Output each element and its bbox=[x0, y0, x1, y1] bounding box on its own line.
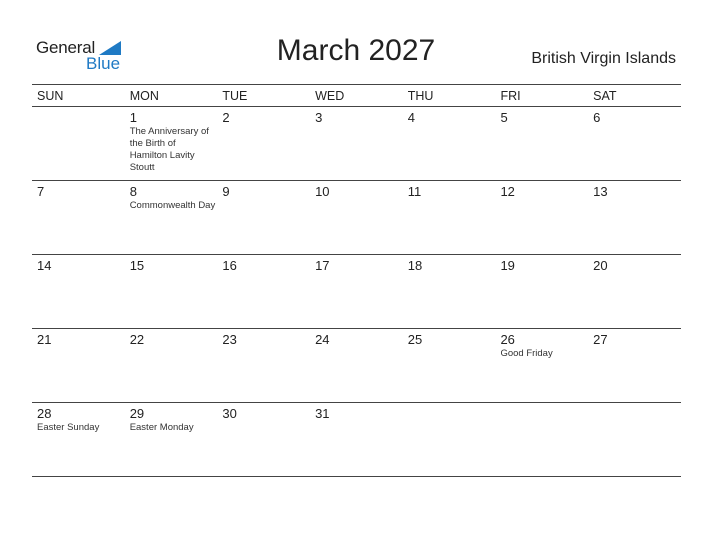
day-cell bbox=[495, 255, 588, 328]
day-number: 12 bbox=[500, 184, 515, 199]
day-number: 16 bbox=[222, 258, 237, 273]
week-row bbox=[32, 181, 681, 255]
day-cell bbox=[32, 107, 125, 180]
day-number: 1 bbox=[129, 110, 137, 125]
day-number: 3 bbox=[315, 110, 323, 125]
day-cell bbox=[32, 181, 125, 254]
day-cell bbox=[403, 107, 496, 180]
day-number: 29 bbox=[129, 406, 145, 421]
day-cell bbox=[310, 329, 403, 402]
day-number: 25 bbox=[407, 332, 423, 347]
calendar-weeks bbox=[32, 107, 681, 477]
weekday-label: FRI bbox=[500, 89, 521, 103]
week-row bbox=[32, 329, 681, 403]
day-number: 2 bbox=[222, 110, 230, 125]
day-cell bbox=[310, 107, 403, 180]
day-cell bbox=[588, 181, 681, 254]
day-number: 5 bbox=[500, 110, 508, 125]
holiday-label: Easter Monday bbox=[129, 422, 194, 433]
day-number: 28 bbox=[37, 406, 52, 421]
weekday-label: WED bbox=[315, 89, 345, 103]
holiday-label: Good Friday bbox=[500, 348, 553, 359]
day-number: 23 bbox=[222, 332, 237, 347]
day-cell bbox=[495, 181, 588, 254]
day-number: 18 bbox=[407, 258, 423, 273]
calendar-grid bbox=[32, 84, 681, 477]
day-cell bbox=[310, 403, 403, 476]
weekday-label: TUE bbox=[222, 89, 248, 103]
day-cell bbox=[588, 255, 681, 328]
day-cell bbox=[125, 181, 218, 254]
day-cell bbox=[495, 329, 588, 402]
day-cell bbox=[588, 107, 681, 180]
day-number: 30 bbox=[222, 406, 237, 421]
day-number: 26 bbox=[500, 332, 515, 347]
weekday-label: SUN bbox=[37, 89, 64, 103]
day-number: 17 bbox=[315, 258, 330, 273]
day-cell bbox=[310, 255, 403, 328]
day-cell bbox=[125, 403, 218, 476]
holiday-label: Commonwealth Day bbox=[129, 200, 216, 211]
day-cell bbox=[217, 255, 310, 328]
day-number: 6 bbox=[593, 110, 601, 125]
day-number: 22 bbox=[129, 332, 145, 347]
country-label: British Virgin Islands bbox=[531, 50, 676, 67]
day-cell bbox=[217, 181, 310, 254]
week-row bbox=[32, 107, 681, 181]
weekday-label: SAT bbox=[593, 89, 617, 103]
day-cell bbox=[125, 255, 218, 328]
day-number: 20 bbox=[593, 258, 608, 273]
day-cell bbox=[217, 107, 310, 180]
day-cell bbox=[403, 255, 496, 328]
day-cell bbox=[495, 107, 588, 180]
day-cell bbox=[32, 403, 125, 476]
day-number: 14 bbox=[37, 258, 52, 273]
day-cell bbox=[125, 107, 218, 180]
day-number: 8 bbox=[129, 184, 137, 199]
weekday-label: THU bbox=[407, 89, 434, 103]
day-cell bbox=[403, 403, 496, 476]
day-cell bbox=[125, 329, 218, 402]
day-number: 10 bbox=[315, 184, 330, 199]
week-row bbox=[32, 403, 681, 477]
day-cell bbox=[403, 181, 496, 254]
day-number: 31 bbox=[315, 406, 330, 421]
logo-text-blue: Blue bbox=[86, 54, 121, 73]
day-cell bbox=[32, 329, 125, 402]
day-number: 7 bbox=[37, 184, 45, 199]
day-number: 21 bbox=[37, 332, 52, 347]
day-number: 9 bbox=[222, 184, 230, 199]
weekday-header bbox=[32, 84, 681, 107]
holiday-label: The Anniversary of the Birth of Hamilton Lavity Stoutt bbox=[129, 126, 209, 173]
day-number: 19 bbox=[500, 258, 515, 273]
page-title: March 2027 bbox=[276, 34, 436, 67]
day-number: 13 bbox=[593, 184, 608, 199]
day-cell bbox=[217, 403, 310, 476]
day-cell bbox=[310, 181, 403, 254]
day-number: 24 bbox=[315, 332, 330, 347]
day-number: 27 bbox=[593, 332, 608, 347]
day-cell bbox=[32, 255, 125, 328]
day-cell bbox=[403, 329, 496, 402]
day-cell bbox=[588, 403, 681, 476]
day-number: 11 bbox=[407, 184, 422, 199]
logo-text-general: General bbox=[36, 38, 96, 57]
day-number: 4 bbox=[407, 110, 415, 125]
holiday-label: Easter Sunday bbox=[37, 422, 100, 433]
day-cell bbox=[495, 403, 588, 476]
day-cell bbox=[217, 329, 310, 402]
day-cell bbox=[588, 329, 681, 402]
day-number: 15 bbox=[129, 258, 145, 273]
week-row bbox=[32, 255, 681, 329]
weekday-label: MON bbox=[129, 89, 159, 103]
